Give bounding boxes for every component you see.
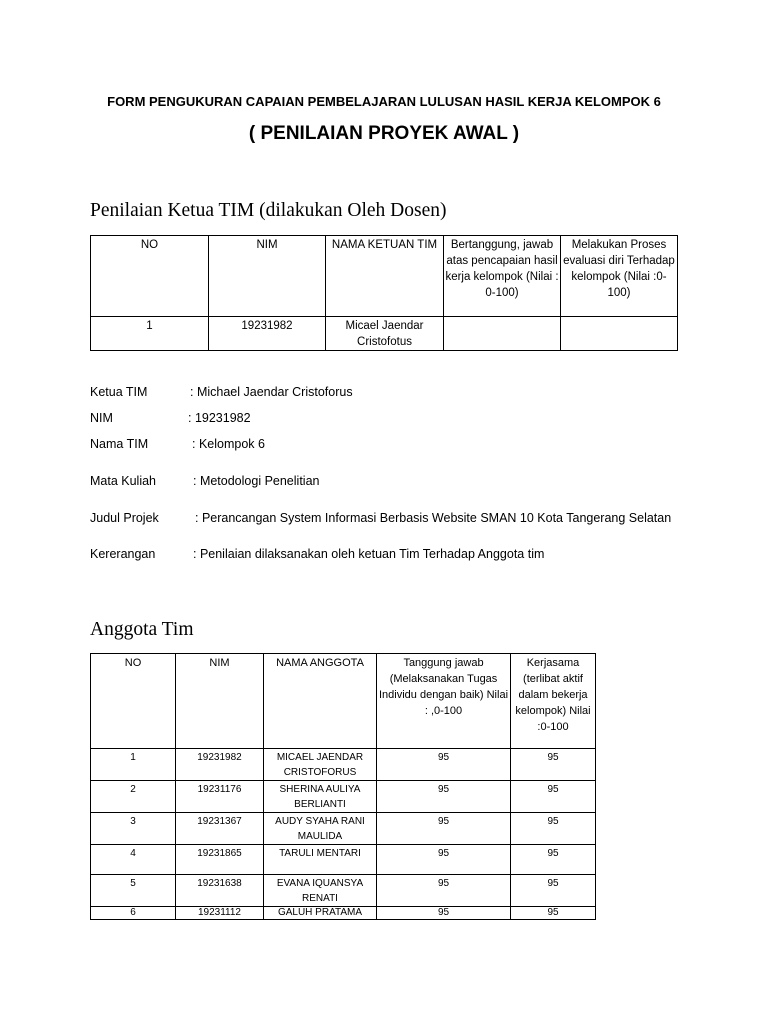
- info-label: Kererangan: [90, 547, 156, 561]
- table-cell: 95: [511, 845, 596, 875]
- info-label: Mata Kuliah: [90, 474, 157, 488]
- table-cell: 95: [377, 907, 511, 920]
- table-cell: 95: [511, 749, 596, 781]
- table-cell: 95: [377, 875, 511, 907]
- table-cell: 19231112: [176, 907, 264, 920]
- column-header: NO: [91, 236, 209, 317]
- info-label: Nama TIM: [90, 437, 149, 451]
- table-row: [91, 317, 678, 351]
- section-heading-anggota: Anggota Tim: [90, 619, 194, 640]
- table-cell: 2: [91, 781, 176, 813]
- table-row: [91, 875, 596, 907]
- table-cell: 19231982: [209, 317, 326, 351]
- table-cell: 95: [377, 845, 511, 875]
- form-title: FORM PENGUKURAN CAPAIAN PEMBELAJARAN LULUSAN HASIL KERJA KELOMPOK 6: [107, 94, 661, 109]
- ketua-table: [90, 235, 678, 351]
- table-row: [91, 907, 596, 920]
- column-header: Tanggung jawab (Melaksanakan Tugas Individu dengan baik) Nilai : ,0-100: [377, 654, 511, 749]
- column-header: Kerjasama (terlibat aktif dalam bekerja kelompok) Nilai :0-100: [511, 654, 596, 749]
- table-cell: 19231638: [176, 875, 264, 907]
- table-cell: 19231865: [176, 845, 264, 875]
- info-label: Ketua TIM: [90, 385, 148, 399]
- table-cell: MICAEL JAENDAR CRISTOFORUS: [264, 749, 377, 781]
- column-header: NAMA ANGGOTA: [264, 654, 377, 749]
- table-row: [91, 845, 596, 875]
- table-cell: [561, 317, 678, 351]
- table-header-row: [91, 654, 596, 749]
- section-heading-ketua: Penilaian Ketua TIM (dilakukan Oleh Dosen): [90, 200, 447, 221]
- column-header: NO: [91, 654, 176, 749]
- info-value: : Michael Jaendar Cristoforus: [190, 385, 353, 399]
- anggota-table: [90, 653, 596, 920]
- column-header: NIM: [176, 654, 264, 749]
- table-cell: 95: [511, 875, 596, 907]
- info-value: : 19231982: [188, 411, 251, 425]
- table-cell: [444, 317, 561, 351]
- info-value: : Metodologi Penelitian: [193, 474, 320, 488]
- table-cell: TARULI MENTARI: [264, 845, 377, 875]
- table-cell: EVANA IQUANSYA RENATI: [264, 875, 377, 907]
- table-cell: 95: [511, 813, 596, 845]
- table-cell: 3: [91, 813, 176, 845]
- form-subtitle: ( PENILAIAN PROYEK AWAL ): [248, 123, 520, 144]
- column-header: Melakukan Proses evaluasi diri Terhadap kelompok (Nilai :0-100): [561, 236, 678, 317]
- info-label: Judul Projek: [90, 511, 159, 525]
- table-cell: 5: [91, 875, 176, 907]
- table-row: [91, 749, 596, 781]
- table-cell: 1: [91, 317, 209, 351]
- table-cell: AUDY SYAHA RANI MAULIDA: [264, 813, 377, 845]
- info-label: NIM: [90, 411, 113, 425]
- table-cell: 6: [91, 907, 176, 920]
- table-cell: 1: [91, 749, 176, 781]
- table-row: [91, 781, 596, 813]
- table-cell: SHERINA AULIYA BERLIANTI: [264, 781, 377, 813]
- table-cell: 19231176: [176, 781, 264, 813]
- table-cell: 95: [377, 781, 511, 813]
- table-header-row: [91, 236, 678, 317]
- table-row: [91, 813, 596, 845]
- table-cell: 4: [91, 845, 176, 875]
- info-value: : Perancangan System Informasi Berbasis Website SMAN 10 Kota Tangerang Selatan: [195, 511, 672, 525]
- table-cell: 95: [377, 749, 511, 781]
- table-cell: 19231982: [176, 749, 264, 781]
- table-cell: 95: [377, 813, 511, 845]
- column-header: Bertanggung, jawab atas pencapaian hasil kerja kelompok (Nilai : 0-100): [444, 236, 561, 317]
- info-value: : Penilaian dilaksanakan oleh ketuan Tim Terhadap Anggota tim: [193, 547, 545, 561]
- table-cell: Micael Jaendar Cristofotus: [326, 317, 444, 351]
- table-cell: 19231367: [176, 813, 264, 845]
- table-cell: GALUH PRATAMA: [264, 907, 377, 920]
- column-header: NIM: [209, 236, 326, 317]
- info-value: : Kelompok 6: [192, 437, 265, 451]
- table-cell: 95: [511, 907, 596, 920]
- table-cell: 95: [511, 781, 596, 813]
- column-header: NAMA KETUAN TIM: [326, 236, 444, 317]
